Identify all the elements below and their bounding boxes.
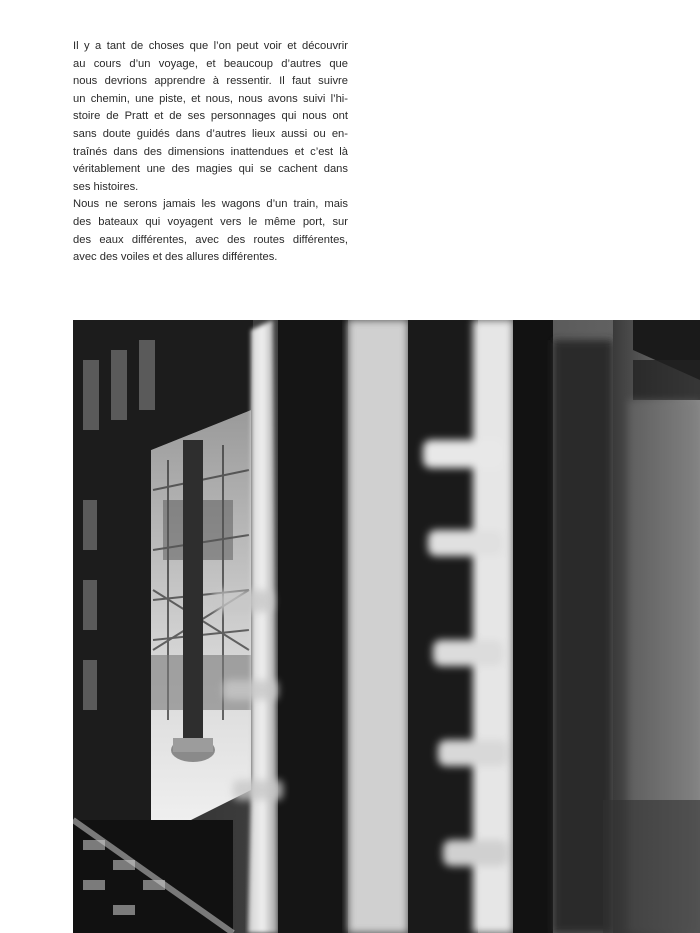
text-line: avec des voiles et des allures différentes. (73, 251, 278, 264)
text-line: nous devrions apprendre à ressentir. Il faut suivre (73, 75, 348, 88)
paragraph-2 (73, 196, 348, 266)
text-line: ses histoires. (73, 180, 139, 193)
lattice-window-photo (73, 320, 700, 933)
text-line: des bateaux qui voyagent vers le même port, sur (73, 215, 348, 228)
text-line: Nous ne serons jamais les wagons d’un train, mais (73, 198, 348, 211)
text-line: stoire de Pratt et de ses personnages qui nous ont (73, 110, 348, 123)
text-line: au cours d’un voyage, et beaucoup d’autres que (73, 57, 348, 70)
paragraph-1 (73, 38, 348, 196)
text-line: véritablement une des magies qui se cachent dans (73, 163, 348, 176)
text-line: traînés dans des dimensions inattendues et c’est là (73, 145, 348, 158)
article-text (73, 38, 348, 267)
text-line: Il y a tant de choses que l’on peut voir et découvrir (73, 40, 348, 52)
text-line: des eaux différentes, avec des routes différentes, (73, 233, 348, 246)
text-line: sans doute guidés dans d’autres lieux aussi ou en- (73, 127, 348, 140)
text-line: un chemin, une piste, et nous, nous avons suivi l’hi- (73, 92, 348, 105)
